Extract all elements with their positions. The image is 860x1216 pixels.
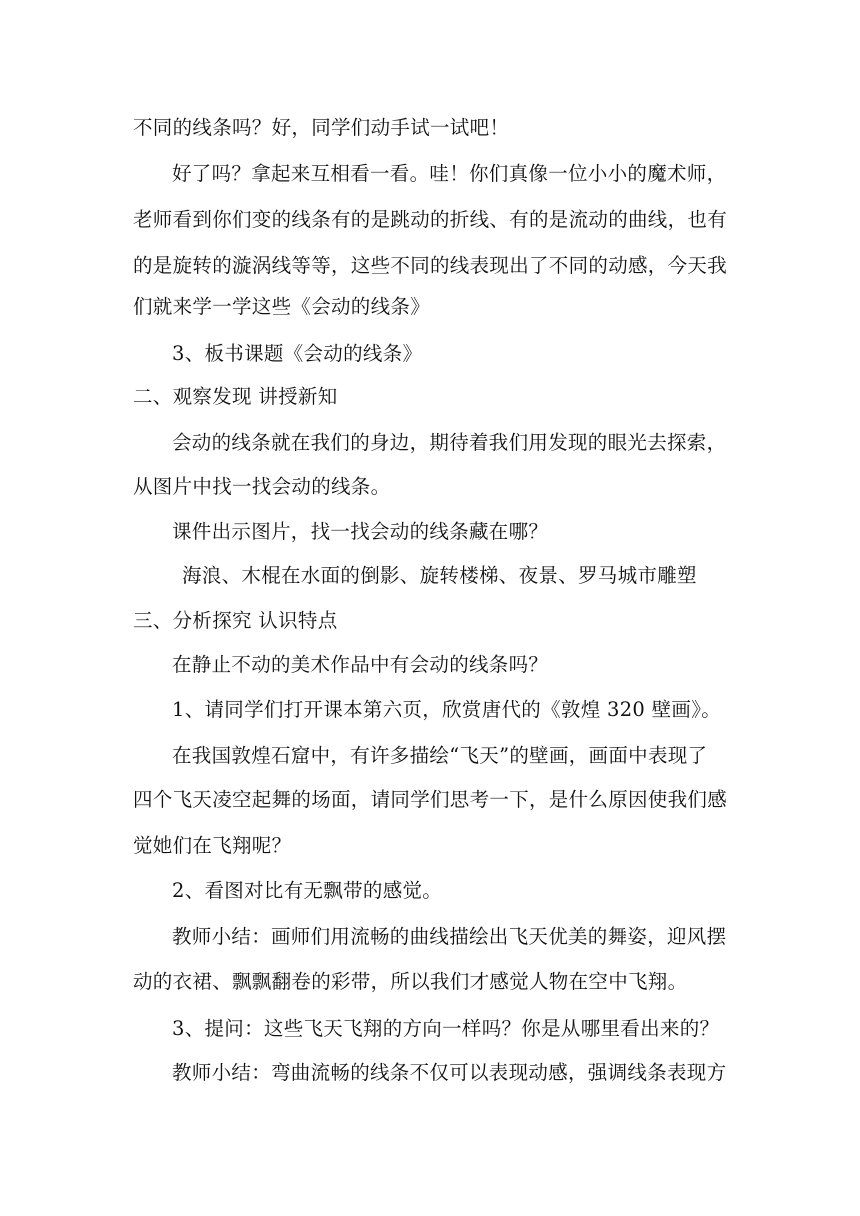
text-line: 在静止不动的美术作品中有会动的线条吗？ [172,653,549,676]
text-line: 1、请同学们打开课本第六页，欣赏唐代的《敦煌 320 壁画》。 [172,698,722,721]
text-line: 四个飞天凌空起舞的场面，请同学们思考一下，是什么原因使我们感 [133,788,728,811]
text-line: 在我国敦煌石窟中，有许多描绘“飞天”的壁画，画面中表现了 [172,744,708,767]
text-line: 会动的线条就在我们的身边，期待着我们用发现的眼光去探索， [172,431,727,454]
text-line: 好了吗？拿起来互相看一看。哇！你们真像一位小小的魔术师， [172,162,727,185]
section-heading: 三、分析探究 认识特点 [133,609,338,632]
text-line: 3、板书课题《会动的线条》 [172,342,423,365]
section-heading: 二、观察发现 讲授新知 [133,385,338,408]
text-line: 海浪、木棍在水面的倒影、旋转楼梯、夜景、罗马城市雕塑 [182,564,697,587]
text-line: 觉她们在飞翔呢？ [133,834,292,857]
text-line: 们就来学一学这些《会动的线条》 [133,295,431,318]
text-line: 教师小结：画师们用流畅的曲线描绘出飞天优美的舞姿，迎风摆 [172,925,727,948]
text-line: 老师看到你们变的线条有的是跳动的折线、有的是流动的曲线，也有 [133,208,728,231]
text-line: 课件出示图片，找一找会动的线条藏在哪？ [172,520,549,543]
text-line: 不同的线条吗？好，同学们动手试一试吧！ [133,116,510,139]
text-line: 从图片中找一找会动的线条。 [133,475,391,498]
text-line: 2、看图对比有无飘带的感觉。 [172,879,443,902]
text-line: 教师小结：弯曲流畅的线条不仅可以表现动感，强调线条表现方 [172,1061,727,1084]
text-line: 动的衣裙、飘飘翻卷的彩带，所以我们才感觉人物在空中飞翔。 [133,970,688,993]
text-line: 的是旋转的漩涡线等等，这些不同的线表现出了不同的动感，今天我 [133,254,728,277]
text-line: 3、提问：这些飞天飞翔的方向一样吗？你是从哪里看出来的？ [172,1017,720,1040]
